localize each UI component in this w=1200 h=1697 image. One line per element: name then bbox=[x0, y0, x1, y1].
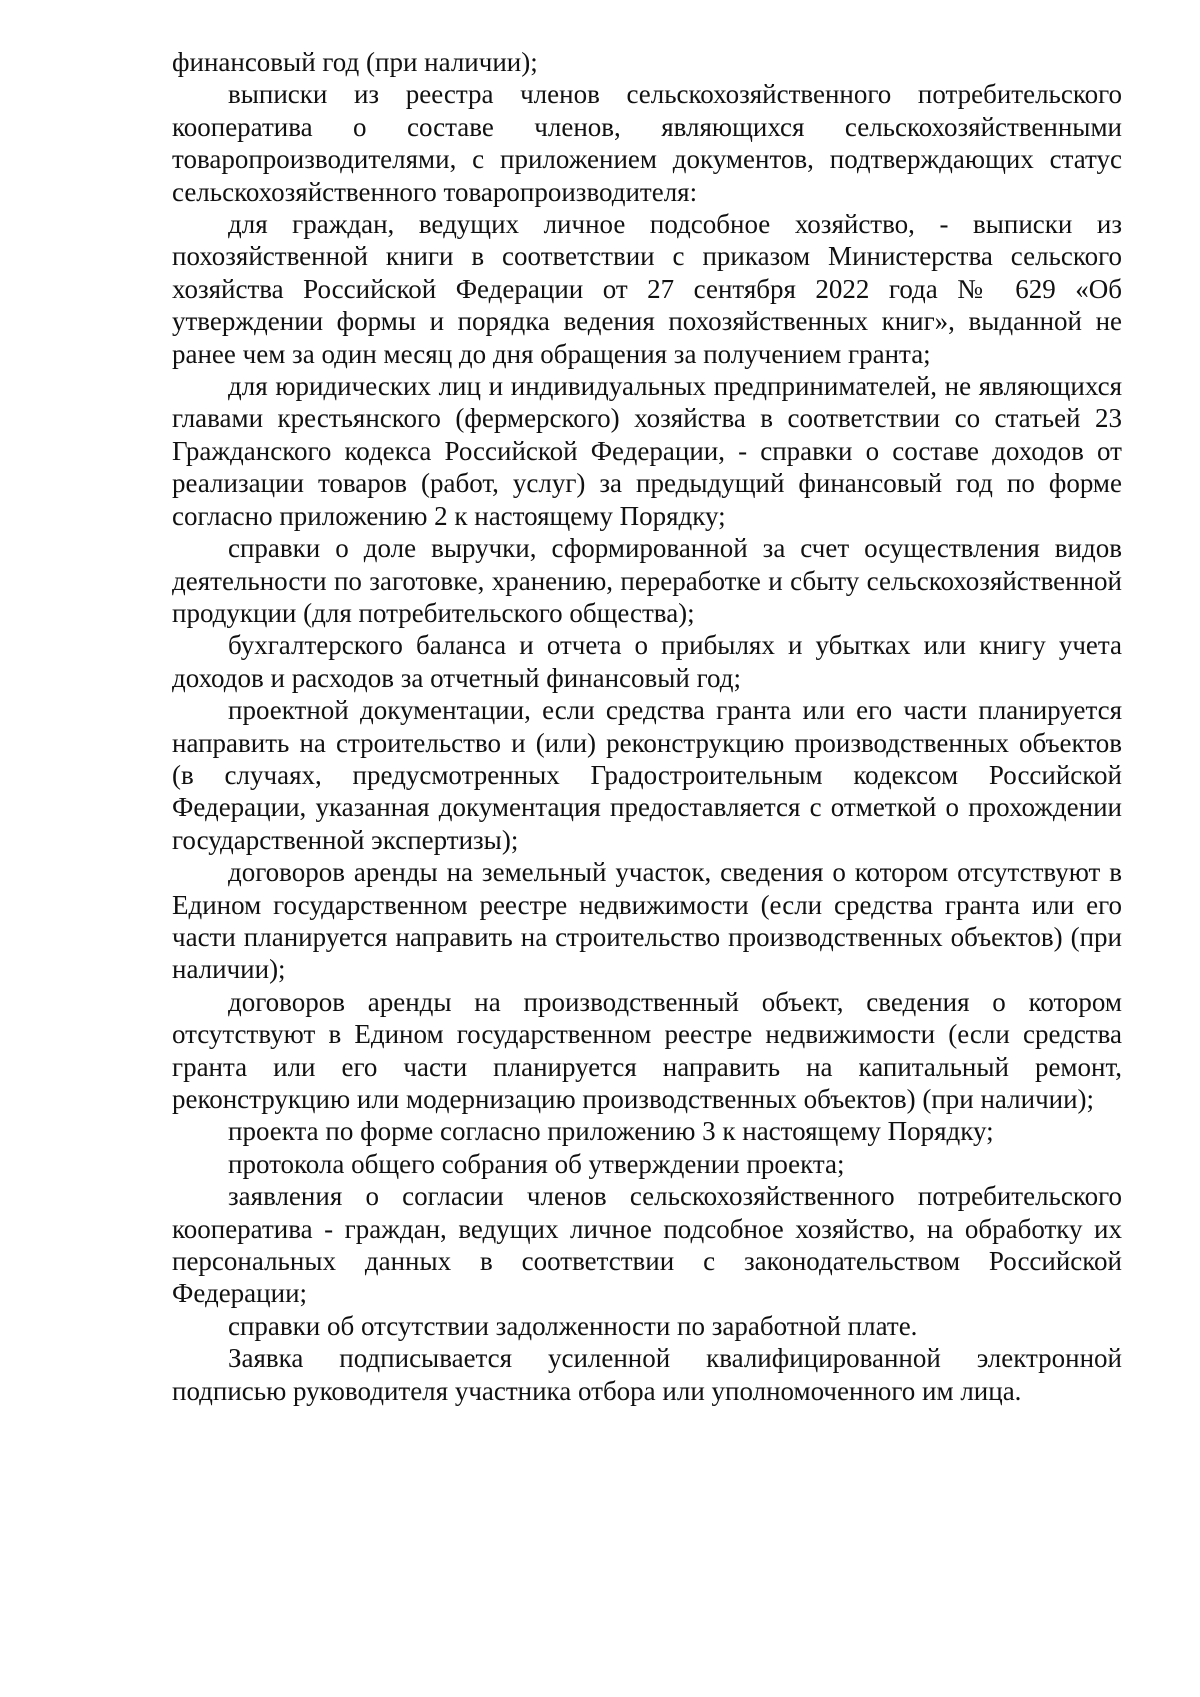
paragraph: договоров аренды на производственный объект, сведения о котором отсутствуют в Едином государственном реестре недвижимости (если средства гранта или его части планируется направить на капитальный ремонт, реконструкцию или модернизацию производственных объектов) (при наличии); bbox=[172, 986, 1122, 1114]
paragraph: договоров аренды на земельный участок, сведения о котором отсутствуют в Едином государственном реестре недвижимости (если средства гранта или его части планируется направить на строительство производственных объектов) (при наличии); bbox=[172, 857, 1122, 985]
paragraph: справки об отсутствии задолженности по заработной плате. bbox=[228, 1310, 918, 1341]
paragraph: проектной документации, если средства гранта или его части планируется направить на строительство и (или) реконструкцию производственных объектов (в случаях, предусмотренных Градостроительным кодексом Российской Федерации, указанная документация предоставляется с отметкой о прохождении государственной экспертизы); bbox=[172, 695, 1122, 855]
paragraph: для граждан, ведущих личное подсобное хозяйство, - выписки из похозяйственной книги в соответствии с приказом Министерства сельского хозяйства Российской Федерации от 27 сентября 2022 года № 629 «Об утверждении формы и порядка ведения похозяйственных книг», выданной не ранее чем за один месяц до дня обращения за получением гранта; bbox=[172, 209, 1122, 369]
paragraph: для юридических лиц и индивидуальных предпринимателей, не являющихся главами крестьянского (фермерского) хозяйства в соответствии со статьей 23 Гражданского кодекса Российской Федерации, - справки о составе доходов от реализации товаров (работ, услуг) за предыдущий финансовый год по форме согласно приложению 2 к настоящему Порядку; bbox=[172, 371, 1122, 531]
paragraph: протокола общего собрания об утверждении проекта; bbox=[228, 1148, 845, 1179]
paragraph: проекта по форме согласно приложению 3 к настоящему Порядку; bbox=[228, 1116, 994, 1147]
paragraph: Заявка подписывается усиленной квалифицированной электронной подписью руководителя участника отбора или уполномоченного им лица. bbox=[172, 1343, 1122, 1406]
paragraph: заявления о согласии членов сельскохозяйственного потребительского кооператива - граждан, ведущих личное подсобное хозяйство, на обработку их персональных данных в соответствии с законодательством Российской Федерации; bbox=[172, 1181, 1122, 1309]
paragraph: бухгалтерского баланса и отчета о прибылях и убытках или книгу учета доходов и расходов за отчетный финансовый год; bbox=[172, 630, 1122, 693]
paragraph: финансовый год (при наличии); bbox=[172, 47, 538, 77]
paragraph: справки о доле выручки, сформированной за счет осуществления видов деятельности по заготовке, хранению, переработке и сбыту сельскохозяйственной продукции (для потребительского общества); bbox=[172, 533, 1122, 628]
paragraph: выписки из реестра членов сельскохозяйственного потребительского кооператива о составе членов, являющихся сельскохозяйственными товаропроизводителями, с приложением документов, подтверждающих статус сельскохозяйственного товаропроизводителя: bbox=[172, 79, 1122, 207]
document-body bbox=[172, 46, 1122, 1407]
